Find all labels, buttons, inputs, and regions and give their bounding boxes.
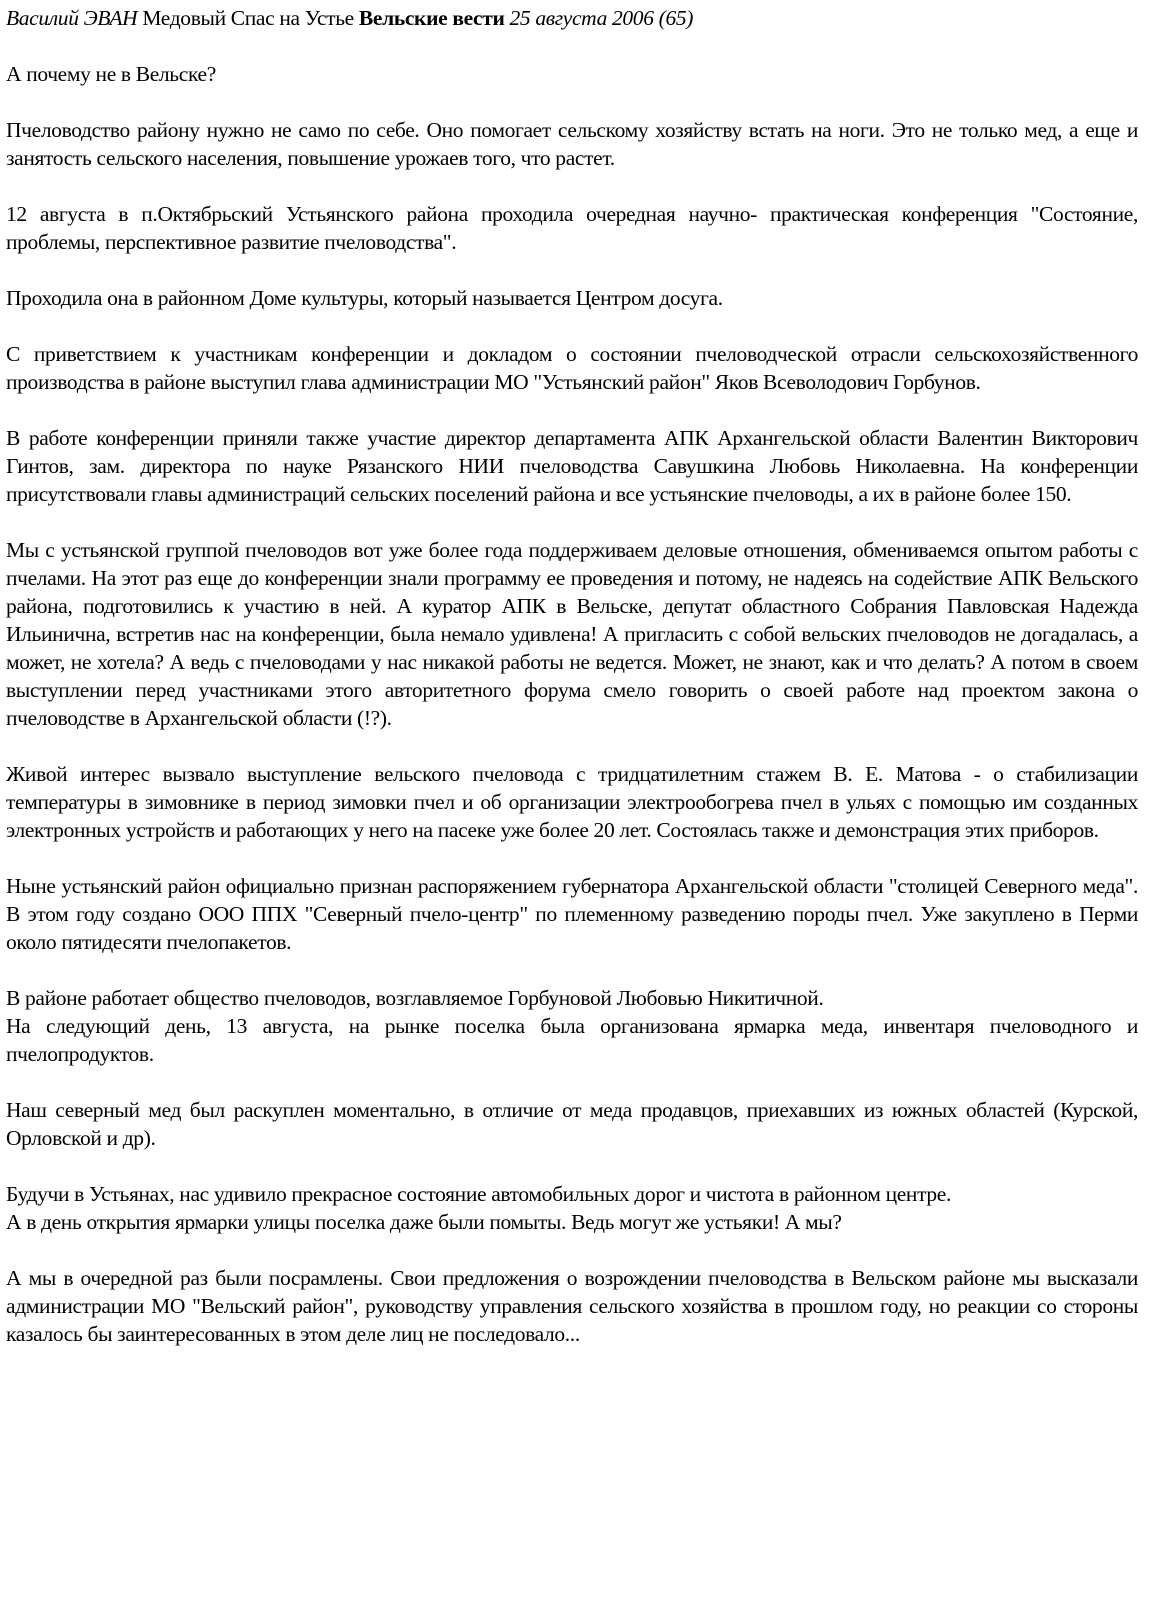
article-author: Василий ЭВАН — [6, 6, 138, 30]
subheading: А почему не в Вельске? — [6, 62, 216, 86]
paragraph: В районе работает общество пчеловодов, возглавляемое Горбуновой Любовью Никитичной. — [6, 986, 824, 1010]
publication-date: 25 августа 2006 (65) — [509, 6, 694, 30]
paragraph: Пчеловодство району нужно не само по себе. Оно помогает сельскому хозяйству встать на ноги. Это не только мед, а еще и занятость сельского населения, повышение урожаев того, что растет. — [6, 118, 1138, 170]
paragraph: А в день открытия ярмарки улицы поселка даже были помыты. Ведь могут же устьяки! А мы? — [6, 1210, 842, 1234]
paragraph: Проходила она в районном Доме культуры, который называется Центром досуга. — [6, 286, 723, 310]
paragraph: Мы с устьянской группой пчеловодов вот уже более года поддерживаем деловые отношения, обмениваемся опытом работы с пчелами. На этот раз еще до конференции знали программу ее проведения и потому, не надеясь на содействие АПК Вельского района, подготовились к участию в ней. А куратор АПК в Вельске, депутат областного Собрания Павловская Надежда Ильинична, встретив нас на конференции, была немало удивлена! А пригласить с собой вельских пчеловодов не догадалась, а может, не хотела? А ведь с пчеловодами у нас никакой работы не ведется. Может, не знают, как и что делать? А потом в своем выступлении перед участниками этого авторитетного форума смело говорить о своей работе над проектом закона о пчеловодстве в Архангельской области (!?). — [6, 538, 1138, 730]
paragraph: На следующий день, 13 августа, на рынке поселка была организована ярмарка меда, инвентаря пчеловодного и пчелопродуктов. — [6, 1014, 1138, 1066]
paragraph: В работе конференции приняли также участие директор департамента АПК Архангельской области Валентин Викторович Гинтов, зам. директора по науке Рязанского НИИ пчеловодства Савушкина Любовь Николаевна. На конференции присутствовали главы администраций сельских поселений района и все устьянские пчеловоды, а их в районе более 150. — [6, 426, 1138, 506]
paragraph: Наш северный мед был раскуплен моментально, в отличие от меда продавцов, приехавших из южных областей (Курской, Орловской и др). — [6, 1098, 1138, 1150]
article-header — [6, 4, 1138, 32]
article-title: Медовый Спас на Устье — [142, 6, 354, 30]
paragraph: А мы в очередной раз были посрамлены. Свои предложения о возрождении пчеловодства в Вельском районе мы высказали администрации МО "Вельский район", руководству управления сельского хозяйства в прошлом году, но реакции со стороны казалось бы заинтересованных в этом деле лиц не последовало... — [6, 1266, 1138, 1346]
paragraph: С приветствием к участникам конференции и докладом о состоянии пчеловодческой отрасли сельскохозяйственного производства в районе выступил глава администрации МО "Устьянский район" Яков Всеволодович Горбунов. — [6, 342, 1138, 394]
paragraph: Ныне устьянский район официально признан распоряжением губернатора Архангельской области "столицей Северного меда". В этом году создано ООО ППХ "Северный пчело-центр" по племенному разведению породы пчел. Уже закуплено в Перми около пятидесяти пчелопакетов. — [6, 874, 1138, 954]
paragraph: 12 августа в п.Октябрьский Устьянского района проходила очередная научно- практическая конференция "Состояние, проблемы, перспективное развитие пчеловодства". — [6, 202, 1138, 254]
paragraph: Будучи в Устьянах, нас удивило прекрасное состояние автомобильных дорог и чистота в районном центре. — [6, 1182, 952, 1206]
newspaper-name: Вельские вести — [358, 6, 505, 30]
paragraph: Живой интерес вызвало выступление вельского пчеловода с тридцатилетним стажем В. Е. Матова - о стабилизации температуры в зимовнике в период зимовки пчел и об организации электрообогрева пчел в ульях с помощью им созданных электронных устройств и работающих у него на пасеке уже более 20 лет. Состоялась также и демонстрация этих приборов. — [6, 762, 1138, 842]
